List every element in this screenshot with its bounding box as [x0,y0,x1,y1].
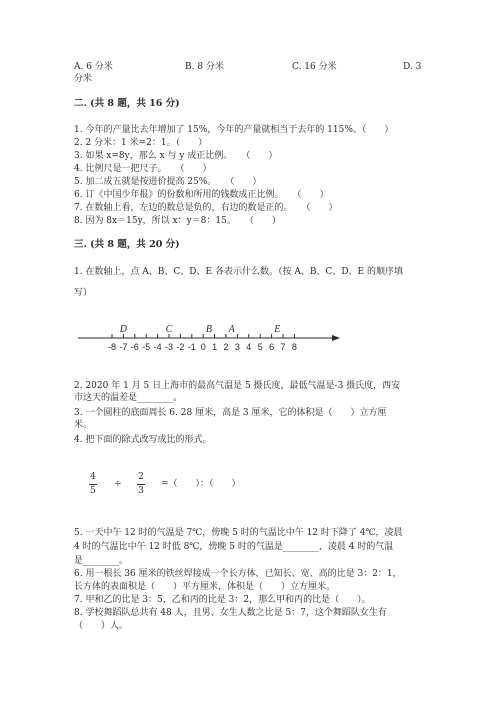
s3-q5-line2: 4 时的气温比中午 12 时低 8℃，傍晚 5 时的气温是________，凌晨 4 时的气温 [74,542,394,552]
s3-q7: 7. 甲和乙的比是 3：5，乙和丙的比是 3：2，那么甲和丙的比是（ ）。 [74,595,371,605]
number-line-tick-label: -5 [142,342,151,352]
number-line-ticks [112,334,294,338]
number-line-tick-label: -2 [176,342,185,352]
s3-q5-line1: 5. 一天中午 12 时的气温是 7℃，傍晚 5 时的气温比中午 12 时下降了 4℃，凌晨 [74,528,403,538]
number-line-tick-label: 0 [200,342,206,352]
q4-fraction-1 [89,472,97,497]
s3-q5-line3: 是________。 [74,556,129,566]
s3-q6-line2: 长方体的表面积是（ ）平方厘米，体积是（ ）立方厘米。 [74,582,336,592]
s2-item-5: 5. 加二成五就是按进价提高 25%。 （ ） [74,177,262,187]
s3-q4: 4. 把下面的除式改写成比的形式。 [74,435,212,445]
number-line-point-a: A [228,324,235,335]
fraction-bar [89,484,97,485]
s3-q3-line1: 3. 一个圆柱的底面周长 6. 28 厘米，高是 3 厘米，它的体积是（ ）立方厘 [74,408,387,418]
s3-q8-line2: （ ）人。 [74,621,129,631]
option-b: B. 8 分米 [185,62,224,72]
number-line-tick-label: -1 [187,342,196,352]
q4-fraction-2-denominator: 3 [138,486,144,496]
q4-fraction-1-denominator: 5 [90,486,96,496]
number-line-tick-label: -8 [107,342,117,352]
s3-q8-line1: 8. 学校舞蹈队总共有 48 人，且男、女生人数之比是 5：7，这个舞蹈队女生有 [74,608,387,618]
option-d-continued: 分米 [74,74,93,84]
number-line-tick-label: 8 [291,342,297,352]
s3-q6-line1: 6. 用一根长 36 厘米的铁丝焊接成一个长方体，已知长、宽、高的比是 3：2：1， [74,569,402,579]
fraction-bar [137,484,145,485]
number-line-point-c: C [165,324,173,335]
number-line-tick-label: 5 [257,342,263,352]
s3-q1-line1: 1. 在数轴上，点 A、B、C、D、E 各表示什么数。（按 A、B、C、D、E 的顺序填 [74,267,403,277]
section-2-title: 二. (共 8 题，共 16 分) [74,98,180,109]
s2-item-1: 1. 今年的产量比去年增加了 15%，今年的产量就相当于去年的 115%。（ ） [74,125,394,135]
number-line-tick-label: 4 [246,342,252,352]
s2-item-7: 7. 在数轴上看，左边的数总是负的，右边的数是正的。 （ ） [74,203,338,213]
number-line-tick-label: 2 [223,342,229,352]
q4-fraction-2-numerator: 2 [138,472,144,482]
section-3-title: 三. (共 8 题，共 20 分) [74,239,180,250]
number-line-tick-label: -3 [164,342,174,352]
number-line-tick-label: -6 [130,342,139,352]
s2-item-3: 3. 如果 x=8y，那么 x 与 y 成正比例。 （ ） [74,151,278,161]
option-a: A. 6 分米 [74,62,113,72]
number-line-point-labels [119,324,281,335]
number-line-tick-label: 1 [212,342,218,352]
s3-q1-line2: 写） [74,288,93,298]
number-line-point-d: D [119,324,128,335]
number-line-tick-label: 7 [280,342,286,352]
option-d: D. 3 [403,62,422,72]
s3-q2-line2: 市这天的温差是________。 [74,393,183,403]
number-line-tick-labels [108,342,297,352]
number-line [74,318,344,358]
s2-item-4: 4. 比例尺是一把尺子。 （ ） [74,164,212,174]
q4-fraction-2 [137,472,145,497]
number-line-point-e: E [274,324,281,335]
option-c: C. 16 分米 [292,62,337,72]
q4-division-sign: ÷ [114,479,122,489]
s2-item-8: 8. 因为 8x＝15y，所以 x：y＝8：15。 （ ） [74,216,281,226]
q4-answer-blanks: =（ ）：（ ） [161,479,241,489]
s3-q3-line2: 米。 [74,420,93,430]
number-line-tick-label: -7 [119,342,128,352]
number-line-tick-label: 3 [234,342,240,352]
s2-item-2: 2. 2 分米：1 米=2：1。（ ） [74,138,208,148]
number-line-point-b: B [205,324,212,335]
number-line-tick-label: -4 [153,342,162,352]
s2-item-6: 6. 订《中国少年报》的份数和所用的钱数成正比例。 （ ） [74,190,329,200]
number-line-arrow-icon [332,335,340,341]
s3-q2-line1: 2. 2020 年 1 月 5 日上海市的最高气温是 5 摄氏度，最低气温是-3 摄氏度，西安 [74,381,401,391]
number-line-tick-label: 6 [269,342,275,352]
q4-fraction-1-numerator: 4 [90,472,96,482]
